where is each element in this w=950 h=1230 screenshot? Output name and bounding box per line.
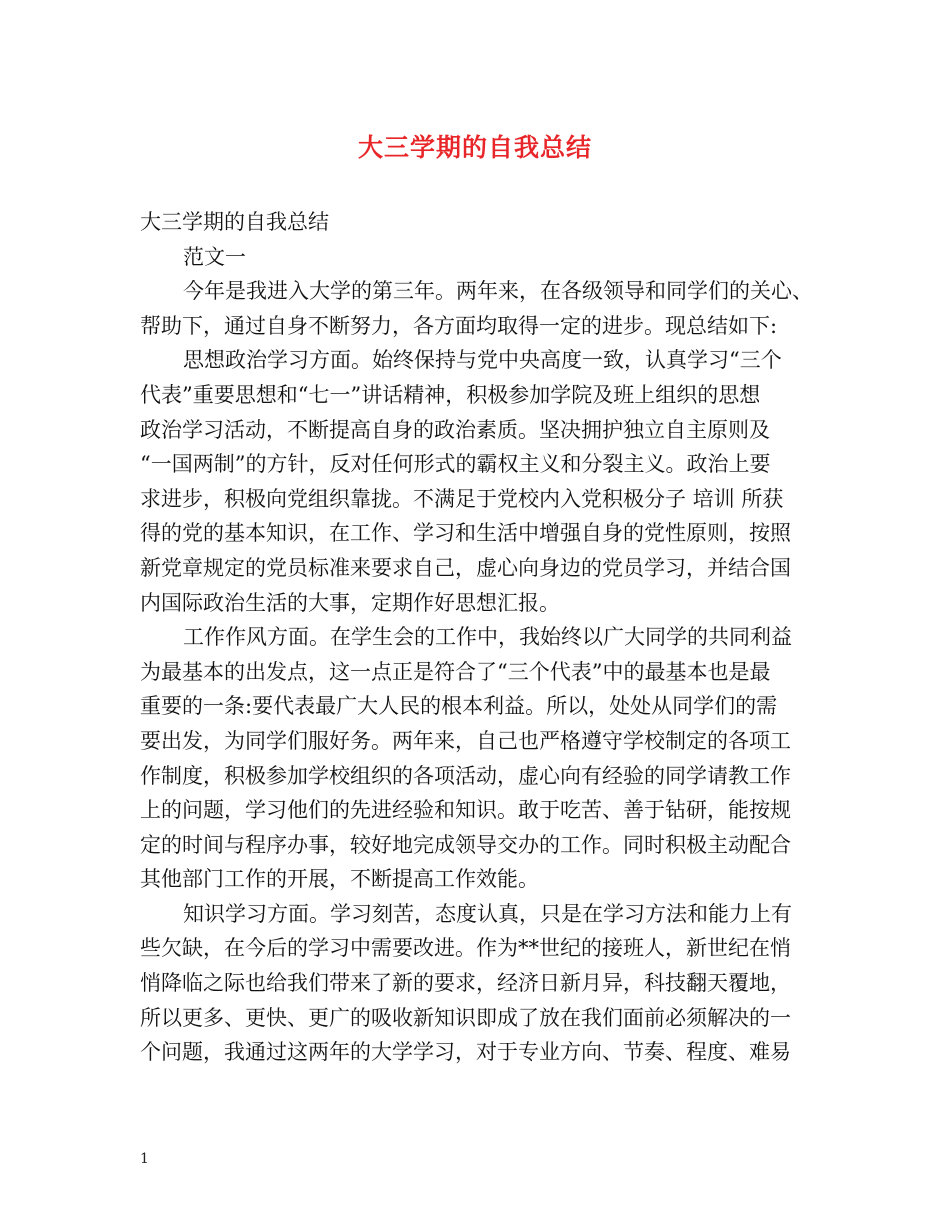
body-line: 得的党的基本知识，在工作、学习和生活中增强自身的党性原则，按照: [140, 521, 791, 546]
body-line: 工作作风方面。在学生会的工作中，我始终以广大同学的共同利益: [183, 625, 792, 650]
body-line: 内国际政治生活的大事，定期作好思想汇报。: [140, 590, 560, 615]
body-line: 帮助下，通过自身不断努力，各方面均取得一定的进步。现总结如下:: [140, 313, 778, 338]
body-line: 些欠缺，在今后的学习中需要改进。作为**世纪的接班人，新世纪在悄: [140, 936, 791, 961]
body-line: 思想政治学习方面。始终保持与党中央高度一致，认真学习“三个: [183, 348, 782, 373]
body-line: 个问题，我通过这两年的大学学习，对于专业方向、节奏、程度、难易: [140, 1040, 791, 1065]
body-line: 所以更多、更快、更广的吸收新知识即成了放在我们面前必须解决的一: [140, 1005, 791, 1030]
body-line: 悄降临之际也给我们带来了新的要求，经济日新月异，科技翻天覆地，: [140, 971, 791, 996]
body-line: 重要的一条:要代表最广大人民的根本利益。所以，处处从同学们的需: [140, 694, 778, 719]
body-line: 大三学期的自我总结: [140, 210, 329, 234]
document-title: 大三学期的自我总结: [357, 133, 592, 162]
body-line: “一国两制”的方针，反对任何形式的霸权主义和分裂主义。政治上要: [140, 452, 771, 477]
body-line: 范文一: [183, 244, 246, 269]
body-line: 定的时间与程序办事，较好地完成领导交办的工作。同时积极主动配合: [140, 832, 791, 857]
body-line: 知识学习方面。学习刻苦，态度认真，只是在学习方法和能力上有: [183, 901, 792, 926]
body-line: 求进步，积极向党组织靠拢。不满足于党校内入党积极分子 培训 所获: [140, 486, 784, 511]
body-line: 要出发，为同学们服好务。两年来，自己也严格遵守学校制定的各项工: [140, 728, 791, 753]
body-line: 新党章规定的党员标准来要求自己，虚心向身边的党员学习，并结合国: [140, 555, 791, 580]
document-body: [140, 205, 816, 1070]
body-line: 作制度，积极参加学校组织的各项活动，虚心向有经验的同学请教工作: [140, 763, 791, 788]
body-line: 为最基本的出发点，这一点正是符合了“三个代表”中的最基本也是最: [140, 659, 771, 684]
body-line: 政治学习活动，不断提高自身的政治素质。坚决拥护独立自主原则及: [140, 417, 770, 442]
body-line: 今年是我进入大学的第三年。两年来，在各级领导和同学们的关心、: [183, 279, 813, 304]
body-line: 代表”重要思想和“七一”讲话精神，积极参加学院及班上组织的思想: [140, 382, 761, 407]
body-line: 其他部门工作的开展，不断提高工作效能。: [140, 867, 539, 892]
page-number: 1: [140, 1151, 149, 1167]
body-line: 上的问题，学习他们的先进经验和知识。敢于吃苦、善于钻研，能按规: [140, 798, 791, 823]
